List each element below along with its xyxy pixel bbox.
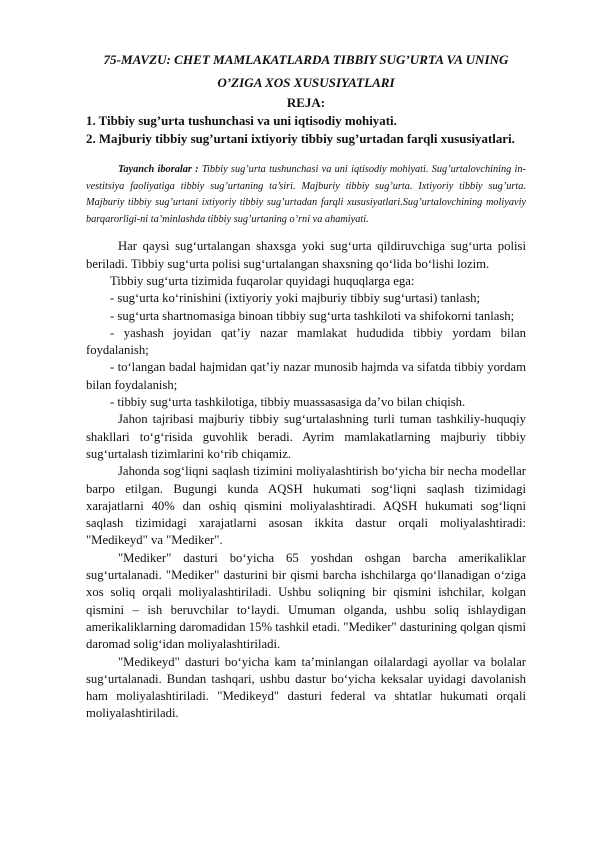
list-item: - yashash joyidan qat’iy nazar mamlakat hududida tibbiy yordam bilan foydalanish; <box>86 325 526 358</box>
paragraph-mediker: "Mediker" dasturi bo‘yicha 65 yoshdan oshgan barcha amerikaliklar sug‘urtalanadi. "Mediker" dasturini bir qismi barcha ishchilarga qo‘llanadigan o‘ziga xos soliq orqali moliyalashtiriladi. Ushbu soliqning bir qismini ishchilar, kolgan qismini – ish beruvchilar to‘laydi. Umuman olganda, ushbu soliq ishlaydigan amerikaliklarning daromadidan 15% tashkil etadi. "Mediker" dasturining qolgan qismi daromad solig‘idan moliyalashtiriladi. <box>86 550 526 652</box>
keywords-label: Tayanch iboralar : <box>118 164 199 175</box>
body-text <box>86 238 526 722</box>
title-line-1: 75-MAVZU: CHET MAMLAKATLARDA TIBBIY SUG’URTA VA UNING <box>103 52 509 67</box>
title-line-2: O’ZIGA XOS XUSUSIYATLARI <box>217 75 395 90</box>
list-item: - to‘langan badal hajmidan qat’iy nazar munosib hajmda va sifatda tibbiy yordam bilan foydalanish; <box>86 360 526 392</box>
paragraph-rights-intro: Tibbiy sug‘urta tizimida fuqarolar quyidagi huquqlarga ega: <box>110 273 415 288</box>
paragraph-policy: Har qaysi sug‘urtalangan shaxsga yoki sug‘urta qildiruvchiga sug‘urta polisi beriladi. Tibbiy sug‘urta polisi sug‘urtalangan shaxsning qo‘lida bo‘lishi lozim. <box>86 239 526 271</box>
plan-item-2: 2. Majburiy tibbiy sug’urtani ixtiyoriy tibbiy sug’urtadan farqli xususiyatlari. <box>86 132 515 146</box>
plan-item-1: 1. Tibbiy sug’urta tushunchasi va uni iqtisodiy mohiyati. <box>86 114 397 128</box>
keywords-block <box>86 162 526 228</box>
paragraph-medikeyd: "Medikeyd" dasturi bo‘yicha kam ta’minlangan oilalardagi ayollar va bolalar sug‘urtalanadi. Bundan tashqari, ushbu dastur bo‘yicha keksalar uyidagi davolanish ham moliyalashtiriladi. "Medikeyd" dasturi federal va shtatlar hukumati orqali moliyalashtiriladi. <box>86 654 526 721</box>
list-item: - tibbiy sug‘urta tashkilotiga, tibbiy muassasasiga da’vo bilan chiqish. <box>110 395 466 410</box>
plan-heading: REJA: <box>286 95 326 110</box>
paragraph-models: Jahonda sog‘liqni saqlash tizimini moliyalashtirish bo‘yicha bir necha modellar barpo etilgan. Bugungi kunda AQSH hukumati sog‘liqni saqlash tizimidagi xarajatlarni 40% dan oshiq qismini moliyalashtiradi. AQSH hukumati sog‘liqni saqlash tizimidagi xarajatlarni asosan ikkita dastur orqali moliyalashtiradi: "Medikeyd" va "Mediker". <box>86 464 526 548</box>
list-item: - sug‘urta shartnomasiga binoan tibbiy sug‘urta tashkiloti va shifokorni tanlash; <box>110 308 515 323</box>
paragraph-world-experience: Jahon tajribasi majburiy tibbiy sug‘urtalashning turli tuman tashkiliy-huquqiy shakllari to‘g‘risida guvohlik beradi. Ayrim mamlakatlarning majburiy tibbiy sug‘urtalash tizimlarini ko‘rib chiqamiz. <box>86 412 526 461</box>
document-title <box>86 48 526 94</box>
list-item: - sug‘urta ko‘rinishini (ixtiyoriy yoki majburiy tibbiy sug‘urtasi) tanlash; <box>110 291 481 306</box>
document-page <box>86 48 526 723</box>
keywords-text: Tibbiy sug’urta tushunchasi va uni iqtisodiy mohiyati. Sug’urtalovchining in-vestitsiya faoliyatiga tibbiy sug’urtaning ta’siri. Majburiy tibbiy sug’urta. Ixtiyoriy tibbiy sug’urta. Majburiy tibbiy sug’urtani ixtiyoriy tibbiy sug’urtadan farqli xususiyatlari.Sug’urtalovchining moliyaviy barqarorligi-ni ta’minlashda tibbiy sug’urtaning o’rni va ahamiyati. <box>86 164 526 225</box>
